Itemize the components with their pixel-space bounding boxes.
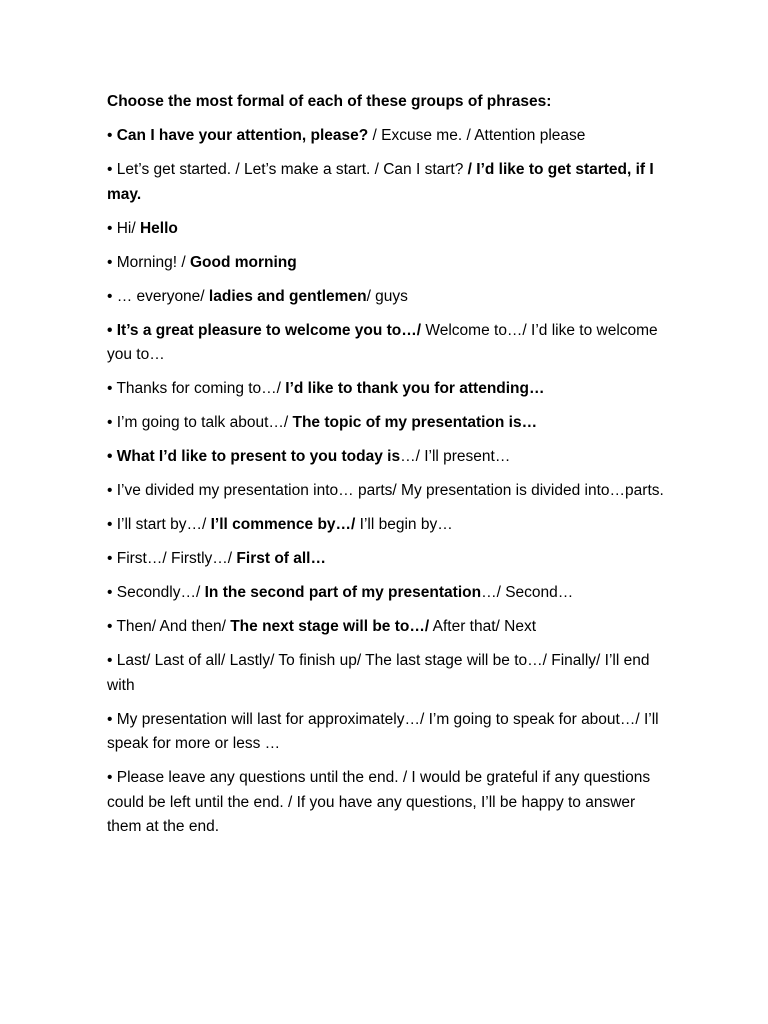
phrase-text: …/ Second… <box>481 584 574 601</box>
phrase-item <box>107 479 667 504</box>
phrase-item <box>107 445 667 470</box>
phrase-text: • Then/ And then/ <box>107 618 231 635</box>
phrase-text: • Hi/ <box>107 219 140 237</box>
phrase-item <box>107 547 667 572</box>
phrase-text: • I’ll start by…/ <box>107 516 211 533</box>
phrase-formal-text: In the second part of my presentation <box>204 584 482 601</box>
phrase-item <box>107 217 667 242</box>
phrase-formal-text: • What I’d like to present to you today is <box>107 448 401 465</box>
phrase-item <box>107 708 667 757</box>
phrase-formal-text: The next stage will be to…/ <box>230 618 430 635</box>
phrase-item <box>107 766 667 840</box>
phrase-item <box>107 411 667 436</box>
phrase-item <box>107 124 667 149</box>
phrase-item <box>107 251 667 276</box>
phrase-formal-text: I’ll commence by…/ <box>210 516 356 533</box>
phrase-text: • Morning! / <box>107 253 190 271</box>
phrase-formal-text: • It’s a great pleasure to welcome you to…/ <box>107 321 422 339</box>
phrase-text: / Excuse me. / Attention please <box>368 127 586 144</box>
phrase-formal-text: ladies and gentlemen <box>208 287 367 305</box>
phrase-text: • <box>107 127 117 144</box>
phrase-text: • First…/ Firstly…/ <box>107 550 237 567</box>
phrase-formal-text: Hello <box>139 219 178 237</box>
phrase-item <box>107 513 667 538</box>
phrase-text: / guys <box>366 287 408 305</box>
phrase-text: • … everyone/ <box>107 287 209 305</box>
phrase-formal-text: Good morning <box>189 253 297 271</box>
phrase-formal-text: The topic of my presentation is… <box>292 414 538 431</box>
phrase-item <box>107 158 667 207</box>
phrase-text: I’ll begin by… <box>355 516 453 533</box>
phrase-formal-text: I’d like to thank you for attending… <box>285 380 545 397</box>
phrase-text: …/ I’ll present… <box>400 448 511 465</box>
phrase-text: After that/ Next <box>429 618 536 635</box>
phrase-list <box>107 124 667 840</box>
phrase-text: • Thanks for coming to…/ <box>107 380 286 397</box>
phrase-text: • Last/ Last of all/ Lastly/ To finish up/ The last stage will be to…/ Finally/ I’ll end with <box>107 652 650 694</box>
phrase-text: • Let’s get started. / Let’s make a start. / Can I start? <box>107 161 468 178</box>
phrase-item <box>107 581 667 606</box>
phrase-text: • Please leave any questions until the end. / I would be grateful if any questions could be left until the end. / If you have any questions, I’ll be happy to answer them at the end. <box>107 769 651 835</box>
phrase-formal-text: Can I have your attention, please? <box>116 127 369 144</box>
phrase-text: • Secondly…/ <box>107 584 205 601</box>
phrase-text: • I’m going to talk about…/ <box>107 414 293 431</box>
document-heading: Choose the most formal of each of these groups of phrases: <box>107 93 552 110</box>
phrase-text: • My presentation will last for approximately…/ I’m going to speak for about…/ I’ll speak for more or less … <box>107 710 659 752</box>
phrase-item <box>107 649 667 698</box>
phrase-text: Welcome to…/ I’d like to welcome you to… <box>107 321 658 363</box>
phrase-item <box>107 377 667 402</box>
phrase-formal-text: First of all… <box>236 550 326 567</box>
document-page <box>107 90 667 849</box>
phrase-item <box>107 615 667 640</box>
phrase-formal-text: / I’d like to get started, if I may. <box>107 161 654 203</box>
phrase-text: • I’ve divided my presentation into… parts/ My presentation is divided into…parts. <box>107 482 664 499</box>
phrase-item <box>107 319 667 368</box>
phrase-item <box>107 285 667 310</box>
